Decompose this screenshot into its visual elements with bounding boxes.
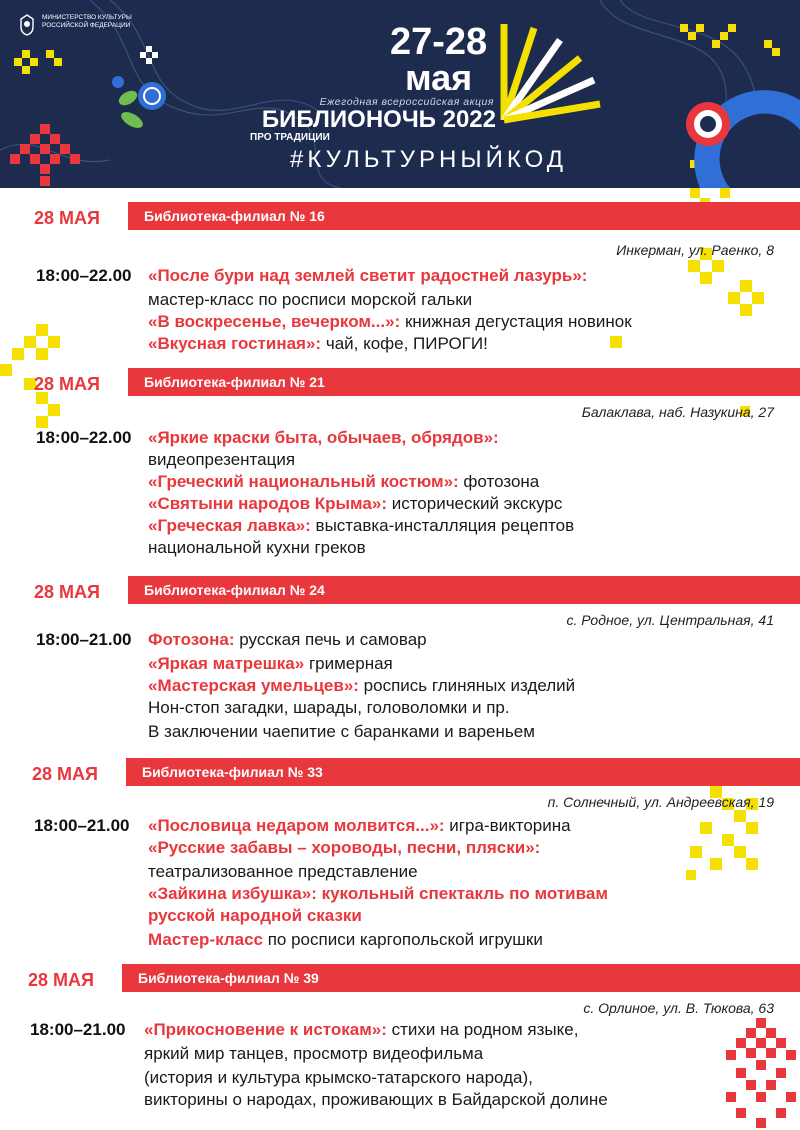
ministry-logo <box>18 14 132 36</box>
library-section <box>0 756 800 956</box>
program-line: видеопрезентация <box>148 450 296 469</box>
program-line: «В воскресенье, вечерком...»: книжная дегустация новинок <box>148 312 632 331</box>
section-header-bar <box>122 964 800 992</box>
event-month: мая <box>405 57 473 98</box>
section-header-bar <box>128 368 800 396</box>
library-name: Библиотека-филиал № 21 <box>144 374 325 390</box>
library-name: Библиотека-филиал № 16 <box>144 208 325 224</box>
program-line: «Святыни народов Крыма»: исторический экскурс <box>148 494 563 513</box>
library-section <box>0 366 800 566</box>
event-time: 18:00–22.00 <box>36 428 132 447</box>
section-date: 28 МАЯ <box>28 970 94 990</box>
event-time: 18:00–21.00 <box>36 630 132 649</box>
section-date: 28 МАЯ <box>34 208 100 228</box>
program-line: Нон-стоп загадки, шарады, головоломки и пр. <box>148 698 510 717</box>
program-line: В заключении чаепитие с баранками и вареньем <box>148 722 535 741</box>
ministry-label: МИНИСТЕРСТВО КУЛЬТУРЫ РОССИЙСКОЙ ФЕДЕРАЦИИ <box>42 14 132 29</box>
program-line: яркий мир танцев, просмотр видеофильма <box>144 1044 484 1063</box>
library-address: с. Орлиное, ул. В. Тюкова, 63 <box>583 1000 774 1016</box>
program-line: «Греческая лавка»: выставка-инсталляция рецептов <box>148 516 575 535</box>
event-title: БИБЛИОНОЧЬ 2022 <box>261 106 496 133</box>
event-dates: 27-28 <box>390 21 488 63</box>
event-time: 18:00–22.00 <box>36 266 132 285</box>
section-date: 28 МАЯ <box>32 764 98 784</box>
hashtag: #КУЛЬТУРНЫЙКОД <box>290 146 567 173</box>
program-line: мастер-класс по росписи морской гальки <box>148 290 473 309</box>
event-subtitle: ПРО ТРАДИЦИИ <box>250 132 330 143</box>
program-line: «Греческий национальный костюм»: фотозона <box>148 472 540 491</box>
library-section <box>0 574 800 750</box>
header-banner <box>0 0 800 188</box>
program-line: «После бури над землей светит радостней лазурь»: <box>148 266 588 285</box>
library-address: Инкерман, ул. Раенко, 8 <box>616 242 774 258</box>
program-line: «Прикосновение к истокам»: стихи на родном языке, <box>144 1020 579 1039</box>
library-address: Балаклава, наб. Назукина, 27 <box>581 404 774 420</box>
program-line: Мастер-класс по росписи каргопольской игрушки <box>148 930 543 949</box>
program-line: «Русские забавы – хороводы, песни, пляски»: <box>148 838 541 857</box>
program-line: викторины о народах, проживающих в Байдарской долине <box>144 1090 608 1109</box>
program-line: «Зайкина избушка»: кукольный спектакль по мотивам <box>148 884 608 903</box>
library-address: с. Родное, ул. Центральная, 41 <box>566 612 774 628</box>
library-section <box>0 200 800 360</box>
program-line: (история и культура крымско-татарского народа), <box>144 1068 533 1087</box>
library-section <box>0 962 800 1130</box>
section-date: 28 МАЯ <box>34 374 100 394</box>
program-line: «Пословица недаром молвится...»: игра-викторина <box>148 816 571 835</box>
program-line: «Яркие краски быта, обычаев, обрядов»: <box>148 428 499 447</box>
event-time: 18:00–21.00 <box>34 816 130 835</box>
section-date: 28 МАЯ <box>34 582 100 602</box>
program-line: национальной кухни греков <box>148 538 366 557</box>
library-name: Библиотека-филиал № 39 <box>138 970 319 986</box>
library-name: Библиотека-филиал № 33 <box>142 764 323 780</box>
annual-label: Ежегодная всероссийская акция <box>319 96 494 108</box>
sunburst-fan-icon <box>496 16 606 126</box>
program-line: «Вкусная гостиная»: чай, кофе, ПИРОГИ! <box>148 334 488 353</box>
section-header-bar <box>128 576 800 604</box>
program-line: «Яркая матрешка» гримерная <box>148 654 393 673</box>
section-header-bar <box>128 202 800 230</box>
program-line: «Мастерская умельцев»: роспись глиняных изделий <box>148 676 576 695</box>
library-address: п. Солнечный, ул. Андреевская, 19 <box>547 794 774 810</box>
program-line: Фотозона: русская печь и самовар <box>148 630 427 649</box>
library-name: Библиотека-филиал № 24 <box>144 582 325 598</box>
section-header-bar <box>126 758 800 786</box>
emblem-icon <box>18 14 36 36</box>
event-time: 18:00–21.00 <box>30 1020 126 1039</box>
program-line: русской народной сказки <box>148 906 362 925</box>
program-line: театрализованное представление <box>148 862 418 881</box>
